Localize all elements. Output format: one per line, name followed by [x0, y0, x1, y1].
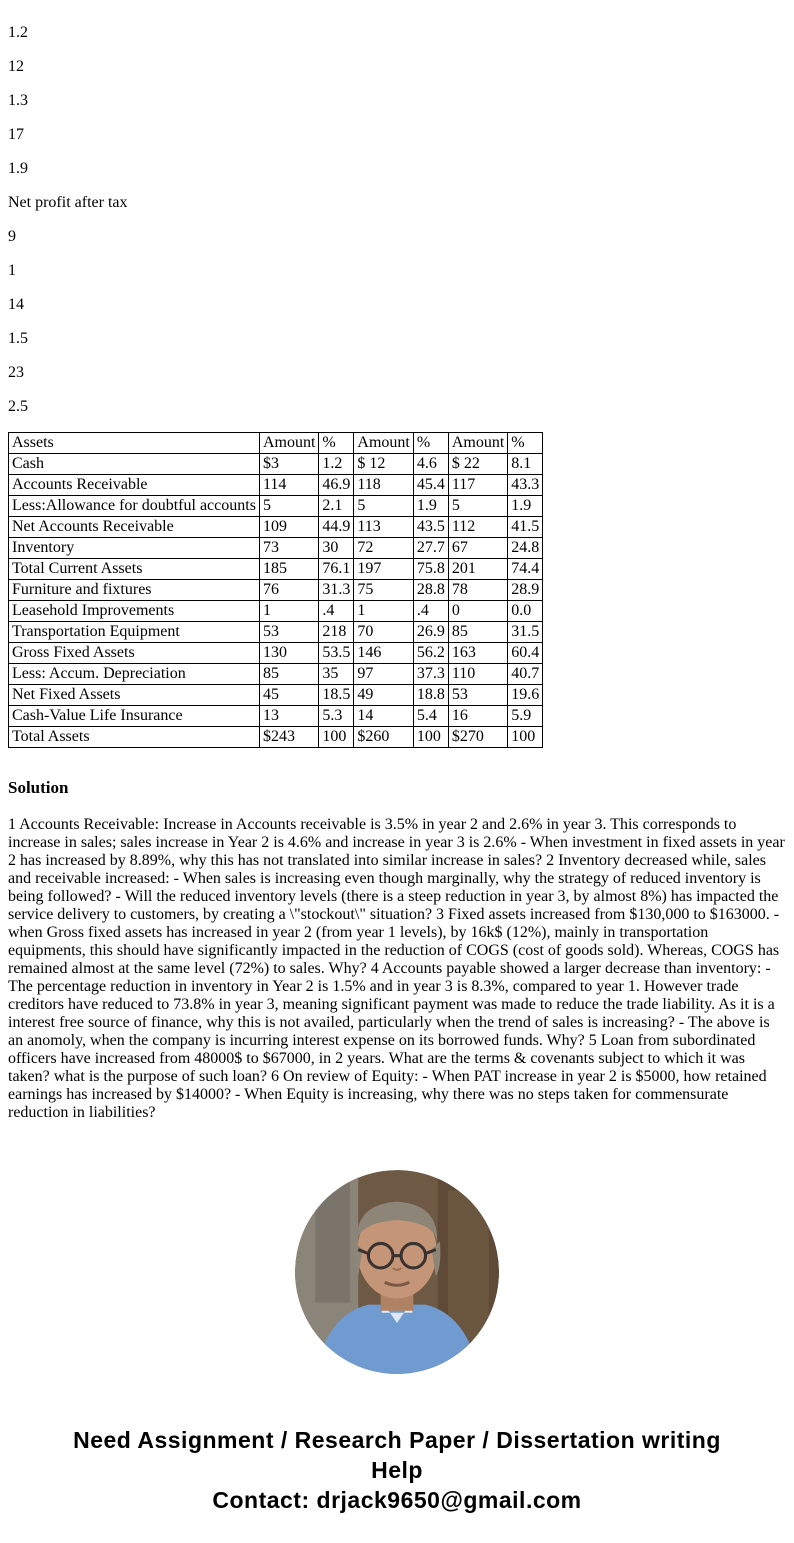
table-cell: 218: [319, 622, 354, 643]
avatar-container: [8, 1170, 786, 1379]
table-body: [9, 454, 543, 748]
table-cell: 114: [259, 475, 318, 496]
table-cell: 30: [319, 538, 354, 559]
table-row: [9, 517, 543, 538]
table-cell: 117: [448, 475, 507, 496]
table-cell: 31.5: [508, 622, 543, 643]
table-cell: 197: [354, 559, 413, 580]
table-cell: .4: [413, 601, 448, 622]
top-value-line: Net profit after tax: [8, 194, 128, 211]
table-cell: .4: [319, 601, 354, 622]
table-cell: 13: [259, 706, 318, 727]
top-values-list: [8, 24, 786, 416]
table-row: [9, 580, 543, 601]
table-cell: 5: [259, 496, 318, 517]
table-cell: Total Assets: [9, 727, 260, 748]
table-cell: 5.3: [319, 706, 354, 727]
table-row: [9, 559, 543, 580]
footer-help-text: Need Assignment / Research Paper / Dissertation writing Help: [73, 1427, 721, 1483]
table-row: [9, 601, 543, 622]
table-cell: 18.5: [319, 685, 354, 706]
table-cell: Net Fixed Assets: [9, 685, 260, 706]
table-cell: 19.6: [508, 685, 543, 706]
top-value-line: 12: [8, 58, 24, 75]
table-cell: 0.0: [508, 601, 543, 622]
table-cell: Net Accounts Receivable: [9, 517, 260, 538]
table-cell: 53: [259, 622, 318, 643]
table-header-cell: Assets: [9, 433, 260, 454]
table-cell: $ 22: [448, 454, 507, 475]
table-cell: 72: [354, 538, 413, 559]
table-cell: 4.6: [413, 454, 448, 475]
top-value-line: 1.2: [8, 24, 28, 41]
table-cell: 37.3: [413, 664, 448, 685]
table-row: [9, 706, 543, 727]
table-cell: 97: [354, 664, 413, 685]
person-portrait-icon: [295, 1170, 499, 1374]
table-cell: $3: [259, 454, 318, 475]
top-value-line: 23: [8, 364, 24, 381]
table-row: [9, 538, 543, 559]
table-header-cell: Amount: [259, 433, 318, 454]
table-cell: 49: [354, 685, 413, 706]
table-cell: Inventory: [9, 538, 260, 559]
table-cell: 112: [448, 517, 507, 538]
table-cell: 35: [319, 664, 354, 685]
table-cell: Cash-Value Life Insurance: [9, 706, 260, 727]
table-cell: 28.8: [413, 580, 448, 601]
profile-photo: [295, 1170, 499, 1374]
table-cell: $260: [354, 727, 413, 748]
table-cell: 100: [508, 727, 543, 748]
table-cell: 2.1: [319, 496, 354, 517]
table-cell: 76: [259, 580, 318, 601]
table-cell: Less: Accum. Depreciation: [9, 664, 260, 685]
assets-table: [8, 432, 543, 748]
table-cell: 78: [448, 580, 507, 601]
table-row: [9, 454, 543, 475]
table-cell: 26.9: [413, 622, 448, 643]
top-value-line: 1.9: [8, 160, 28, 177]
table-cell: 1.9: [413, 496, 448, 517]
table-cell: 5.9: [508, 706, 543, 727]
table-cell: 109: [259, 517, 318, 538]
table-cell: 185: [259, 559, 318, 580]
table-cell: 146: [354, 643, 413, 664]
table-row: [9, 685, 543, 706]
table-cell: 1.9: [508, 496, 543, 517]
table-header-cell: %: [413, 433, 448, 454]
table-cell: 74.4: [508, 559, 543, 580]
table-cell: Transportation Equipment: [9, 622, 260, 643]
top-value-line: 1.5: [8, 330, 28, 347]
table-cell: 28.9: [508, 580, 543, 601]
table-cell: 8.1: [508, 454, 543, 475]
table-cell: 53.5: [319, 643, 354, 664]
top-value-line: 1: [8, 262, 16, 279]
table-cell: 45: [259, 685, 318, 706]
table-header-row: [9, 433, 543, 454]
table-cell: 24.8: [508, 538, 543, 559]
table-cell: 100: [319, 727, 354, 748]
table-cell: 76.1: [319, 559, 354, 580]
table-cell: 113: [354, 517, 413, 538]
table-cell: 53: [448, 685, 507, 706]
footer-promo: [47, 1425, 747, 1515]
table-cell: 110: [448, 664, 507, 685]
table-cell: 40.7: [508, 664, 543, 685]
table-header-cell: Amount: [354, 433, 413, 454]
top-value-line: 2.5: [8, 398, 28, 415]
table-cell: 41.5: [508, 517, 543, 538]
table-cell: 44.9: [319, 517, 354, 538]
table-cell: 5: [354, 496, 413, 517]
table-cell: 46.9: [319, 475, 354, 496]
solution-body-text: 1 Accounts Receivable: Increase in Accounts receivable is 3.5% in year 2 and 2.6% in year 3. This corresponds to increase in sales; sales increase in Year 2 is 4.6% and increase in year 3 is 2.6% - When investment in fixed assets in year 2 has increased by 8.89%, why this has not translated into similar increase in sales? 2 Inventory decreased while, sales and receivable increased: - When sales is increasing even though marginally, why the strategy of reduced inventory is being followed? - Will the reduced inventory levels (there is a steep reduction in year 3, by almost 8%) has impacted the service delivery to customers, by creating a \"stockout\" situation? 3 Fixed assets increased from $130,000 to $163000. -when Gross fixed assets has increased in year 2 (from year 1 levels), by 16k$ (12%), mainly in transportation equipments, this should have significantly impacted in the reduction of COGS (cost of goods sold). Whereas, COGS has remained almost at the same level (72%) to sales. Why? 4 Accounts payable showed a larger decrease than inventory: - The percentage reduction in inventory in Year 2 is 1.5% and in year 3 is 8.3%, compared to year 1. However trade creditors have reduced to 73.8% in year 3, meaning significant payment was made to reduce the trade liability. As it is a interest free source of finance, why this is not availed, particularly when the trend of sales is increasing? - The above is an anomoly, when the company is incurring interest expense on its borrowed funds. Why? 5 Loan from subordinated officers have increased from 48000$ to $67000, in 2 years. What are the terms & covenants subject to which it was taken? what is the purpose of such loan? 6 On review of Equity: - When PAT increase in year 2 is $5000, how retained earnings has increased by $14000? - When Equity is increasing, why there was no steps taken for commensurate reduction in liabilities?: [8, 816, 785, 1121]
table-cell: 43.3: [508, 475, 543, 496]
footer-contact-email: Contact: drjack9650@gmail.com: [212, 1487, 582, 1513]
table-cell: 67: [448, 538, 507, 559]
table-cell: 0: [448, 601, 507, 622]
table-cell: 85: [259, 664, 318, 685]
table-row: [9, 475, 543, 496]
table-cell: 100: [413, 727, 448, 748]
table-header-cell: %: [319, 433, 354, 454]
table-cell: 31.3: [319, 580, 354, 601]
top-value-line: 14: [8, 296, 24, 313]
table-cell: 163: [448, 643, 507, 664]
table-header-cell: Amount: [448, 433, 507, 454]
table-cell: Gross Fixed Assets: [9, 643, 260, 664]
table-cell: 1: [259, 601, 318, 622]
table-row: [9, 643, 543, 664]
table-cell: 14: [354, 706, 413, 727]
table-row: [9, 622, 543, 643]
table-row: [9, 727, 543, 748]
table-cell: 75.8: [413, 559, 448, 580]
table-cell: 16: [448, 706, 507, 727]
table-cell: 85: [448, 622, 507, 643]
top-value-line: 9: [8, 228, 16, 245]
table-cell: Cash: [9, 454, 260, 475]
table-header-cell: %: [508, 433, 543, 454]
table-cell: $270: [448, 727, 507, 748]
table-cell: 5.4: [413, 706, 448, 727]
top-value-line: 17: [8, 126, 24, 143]
table-cell: 60.4: [508, 643, 543, 664]
table-cell: 5: [448, 496, 507, 517]
table-cell: 73: [259, 538, 318, 559]
table-cell: $243: [259, 727, 318, 748]
table-cell: 130: [259, 643, 318, 664]
table-cell: 201: [448, 559, 507, 580]
solution-heading: Solution: [8, 778, 69, 797]
table-cell: $ 12: [354, 454, 413, 475]
table-cell: 1: [354, 601, 413, 622]
table-cell: Total Current Assets: [9, 559, 260, 580]
table-cell: 27.7: [413, 538, 448, 559]
table-cell: 1.2: [319, 454, 354, 475]
table-row: [9, 664, 543, 685]
table-cell: 45.4: [413, 475, 448, 496]
table-cell: 43.5: [413, 517, 448, 538]
table-cell: Accounts Receivable: [9, 475, 260, 496]
table-cell: 118: [354, 475, 413, 496]
table-cell: Furniture and fixtures: [9, 580, 260, 601]
table-cell: 18.8: [413, 685, 448, 706]
table-cell: 75: [354, 580, 413, 601]
table-cell: 56.2: [413, 643, 448, 664]
top-value-line: 1.3: [8, 92, 28, 109]
table-cell: Less:Allowance for doubtful accounts: [9, 496, 260, 517]
table-row: [9, 496, 543, 517]
table-cell: 70: [354, 622, 413, 643]
table-cell: Leasehold Improvements: [9, 601, 260, 622]
